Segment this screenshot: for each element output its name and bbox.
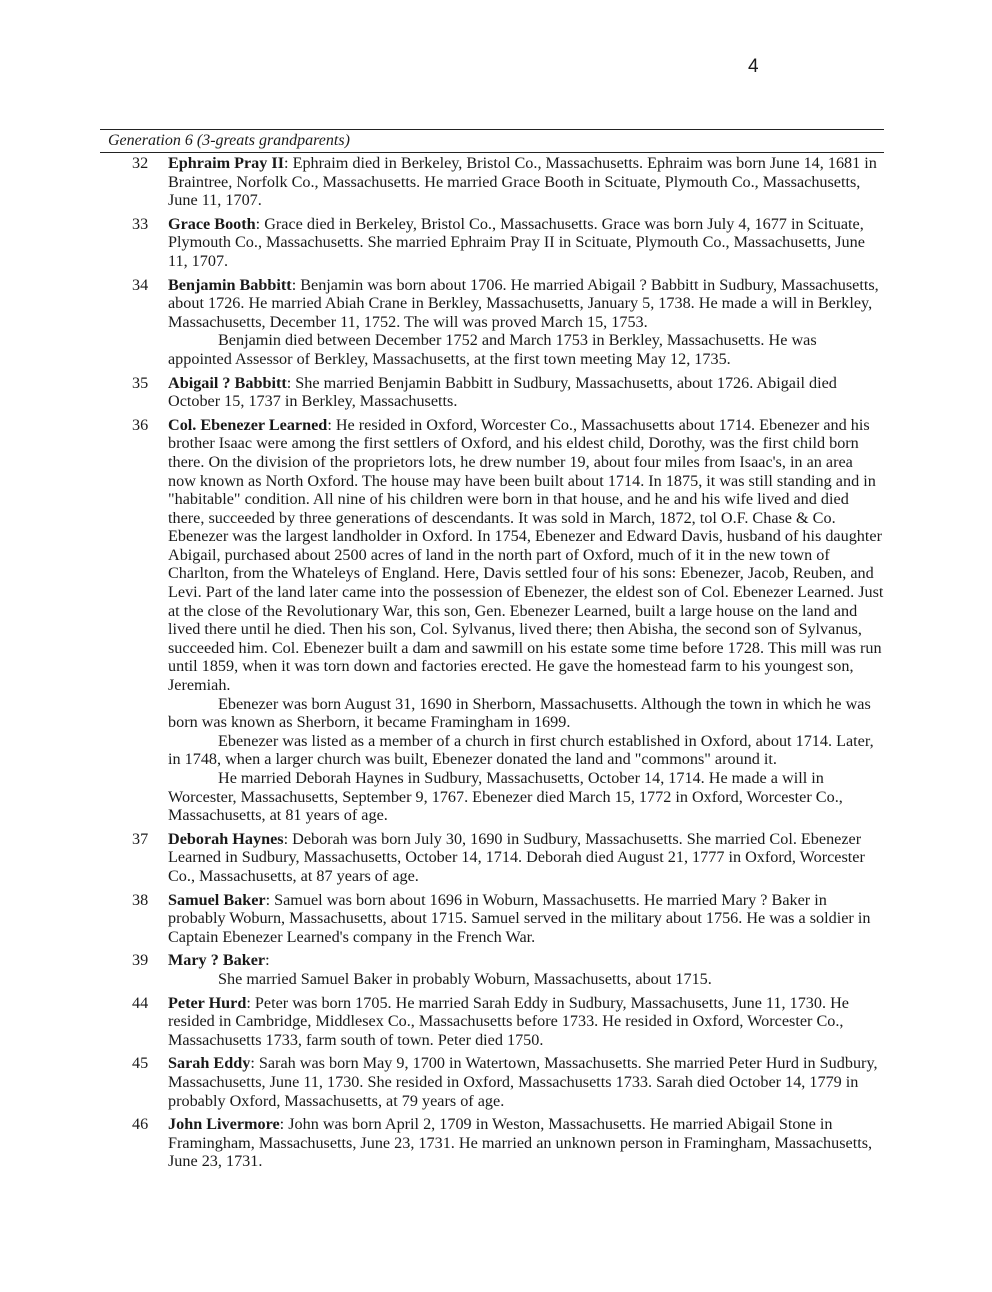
entry-body: : Ephraim died in Berkeley, Bristol Co., Massachusetts. Ephraim was born June 14, 1681 in Braintree, Norfolk Co., Massachusetts. He married Grace Booth in Scituate, Plymouth Co., Massachusetts, June 11, 1707. bbox=[168, 154, 877, 210]
person-name: Abigail ? Babbitt bbox=[168, 373, 287, 392]
entry-paragraph: She married Samuel Baker in probably Woburn, Massachusetts, about 1715. bbox=[218, 969, 712, 988]
entry-text bbox=[168, 994, 884, 1050]
entry-number: 39 bbox=[132, 951, 149, 970]
entry-body: : Sarah was born May 9, 1700 in Watertown, Massachusetts. She married Peter Hurd in Sudbury, Massachusetts, June 11, 1730. She resided in Oxford, Massachusetts 1733. Sarah died October 14, 1779 in probably Oxford, Massachusetts, at 79 years of age. bbox=[168, 1054, 878, 1110]
generation-header-title: Generation 6 (3-greats grandparents) bbox=[108, 132, 350, 149]
entry-body: : He resided in Oxford, Worcester Co., Massachusetts about 1714. Ebenezer and his brother Isaac were among the first settlers of Oxford, and his eldest child, Dorothy, was the first child born there. On the division of the proprietors lots, he drew number 19, about four miles from Isaac's, in an area now known as North Oxford. The house may have been built about 1714. In 1875, it was still standing and in "habitable" condition. All nine of his children were born in that house, and he and his wife lived and died there, succeeded by three generations of descendants. It was sold in March, 1872, tol O.F. Chase & Co. Ebenezer was the largest landholder in Oxford. In 1754, Ebenezer and Edward Davis, husband of his daughter Abigail, purchased about 2500 acres of land in the north part of Oxford, much of it in the new town of Charlton, from the Whateleys of England. Here, Davis settled four of his sons: Ebenezer, Jacob, Reuben, and Levi. Part of the land later came into the possession of Ebenezer, the eldest son of Col. Ebenezer Learned. Just at the close of the Revolutionary War, this son, Gen. Ebenezer Learned, built a large house on the land and lived there until he died. Then his son, Col. Sylvanus, lived there; then Abisha, the second son of Sylvanus, succeeded him. Col. Ebenezer built a dam and sawmill on his estate some time before 1728. This mill was run until 1859, when it was torn down and factories erected. He gave the homestead farm to his youngest son, Jeremiah. bbox=[168, 415, 884, 695]
person-entry bbox=[100, 1054, 884, 1110]
entry-text bbox=[168, 830, 884, 886]
entry-paragraph: Ebenezer was listed as a member of a church in first church established in Oxford, about 1714. Later, in 1748, when a larger church was built, Ebenezer donated the land and "commons" around it. bbox=[168, 731, 874, 769]
entry-number: 44 bbox=[132, 993, 149, 1012]
entry-paragraph: Ebenezer was born August 31, 1690 in Sherborn, Massachusetts. Although the town in which he was born was known as Sherborn, it became Framingham in 1699. bbox=[168, 694, 871, 732]
entry-number: 37 bbox=[132, 829, 149, 848]
entry-number: 36 bbox=[132, 415, 149, 434]
person-name: Peter Hurd bbox=[168, 993, 247, 1012]
entry-number: 34 bbox=[132, 275, 149, 294]
person-entry bbox=[100, 215, 884, 271]
person-name: John Livermore bbox=[168, 1115, 280, 1134]
entry-text bbox=[168, 276, 884, 332]
genealogy-entries bbox=[100, 154, 884, 1176]
entry-body: : John was born April 2, 1709 in Weston, Massachusetts. He married Abigail Stone in Framingham, Massachusetts, June 23, 1731. He married an unknown person in Framingham, Massachusetts, June 23, 1731. bbox=[168, 1115, 873, 1171]
entry-body: : Grace died in Berkeley, Bristol Co., Massachusetts. Grace was born July 4, 1677 in Scituate, Plymouth Co., Massachusetts. She married Ephraim Pray II in Scituate, Plymouth Co., Massachusetts, June 11, 1707. bbox=[168, 214, 865, 270]
entry-text bbox=[168, 416, 884, 695]
person-name: Sarah Eddy bbox=[168, 1054, 251, 1073]
entry-number: 32 bbox=[132, 154, 149, 172]
entry-body: : Peter was born 1705. He married Sarah Eddy in Sudbury, Massachusetts, June 11, 1730. He resided in Cambridge, Middlesex Co., Massachusetts before 1733. He resided in Oxford, Worcester Co., Massachusetts 1733, farm south of town. Peter died 1750. bbox=[168, 993, 849, 1049]
person-entry bbox=[100, 416, 884, 825]
person-name: Deborah Haynes bbox=[168, 829, 284, 848]
entry-body: : Benjamin was born about 1706. He married Abigail ? Babbitt in Sudbury, Massachusetts, about 1726. He married Abiah Crane in Berkley, Massachusetts, January 5, 1738. He made a will in Berkley, Massachusetts, December 11, 1752. The will was proved March 15, 1753. bbox=[168, 275, 879, 331]
entry-text bbox=[168, 891, 884, 947]
person-name: Mary ? Baker bbox=[168, 951, 266, 970]
entry-body: : bbox=[265, 951, 270, 970]
entry-number: 33 bbox=[132, 214, 149, 233]
entry-number: 38 bbox=[132, 890, 149, 909]
person-entry bbox=[100, 154, 884, 210]
entry-text bbox=[168, 1115, 884, 1171]
person-name: Grace Booth bbox=[168, 214, 256, 233]
person-entry bbox=[100, 374, 884, 411]
entry-paragraph: He married Deborah Haynes in Sudbury, Massachusetts, October 14, 1714. He made a will in Worcester, Massachusetts, September 9, 1767. Ebenezer died March 15, 1772 in Oxford, Worcester Co., Massachusetts, at 81 years of age. bbox=[168, 769, 843, 825]
person-name: Benjamin Babbitt bbox=[168, 275, 292, 294]
entry-text bbox=[168, 374, 884, 411]
entry-body: : Samuel was born about 1696 in Woburn, Massachusetts. He married Mary ? Baker in probably Woburn, Massachusetts, about 1715. Samuel served in the military about 1756. He was a soldier in Captain Ebenezer Learned's company in the French War. bbox=[168, 890, 871, 946]
person-entry bbox=[100, 1115, 884, 1171]
person-name: Col. Ebenezer Learned bbox=[168, 415, 328, 434]
entry-body: : Deborah was born July 30, 1690 in Sudbury, Massachusetts. She married Col. Ebenezer Learned in Sudbury, Massachusetts, October 14, 1714. Deborah died August 21, 1777 in Oxford, Worcester Co., Massachusetts, at 87 years of age. bbox=[168, 829, 865, 885]
person-entry bbox=[100, 951, 884, 988]
entry-body: : She married Benjamin Babbitt in Sudbury, Massachusetts, about 1726. Abigail died October 15, 1737 in Berkley, Massachusetts. bbox=[168, 373, 837, 411]
entry-number: 45 bbox=[132, 1054, 149, 1073]
person-entry bbox=[100, 994, 884, 1050]
entry-paragraph: Benjamin died between December 1752 and March 1753 in Berkley, Massachusetts. He was appointed Assessor of Berkley, Massachusetts, at the first town meeting May 12, 1735. bbox=[168, 331, 817, 368]
person-name: Ephraim Pray II bbox=[168, 154, 285, 172]
entry-text bbox=[168, 1054, 884, 1110]
person-entry bbox=[100, 891, 884, 947]
entry-text bbox=[168, 951, 884, 970]
entry-text bbox=[168, 215, 884, 271]
entry-number: 35 bbox=[132, 373, 149, 392]
person-entry bbox=[100, 830, 884, 886]
person-entry bbox=[100, 276, 884, 369]
person-name: Samuel Baker bbox=[168, 890, 266, 909]
page-number: 4 bbox=[748, 56, 759, 77]
entry-text bbox=[168, 154, 884, 210]
entry-number: 46 bbox=[132, 1115, 149, 1134]
generation-header bbox=[100, 129, 884, 153]
